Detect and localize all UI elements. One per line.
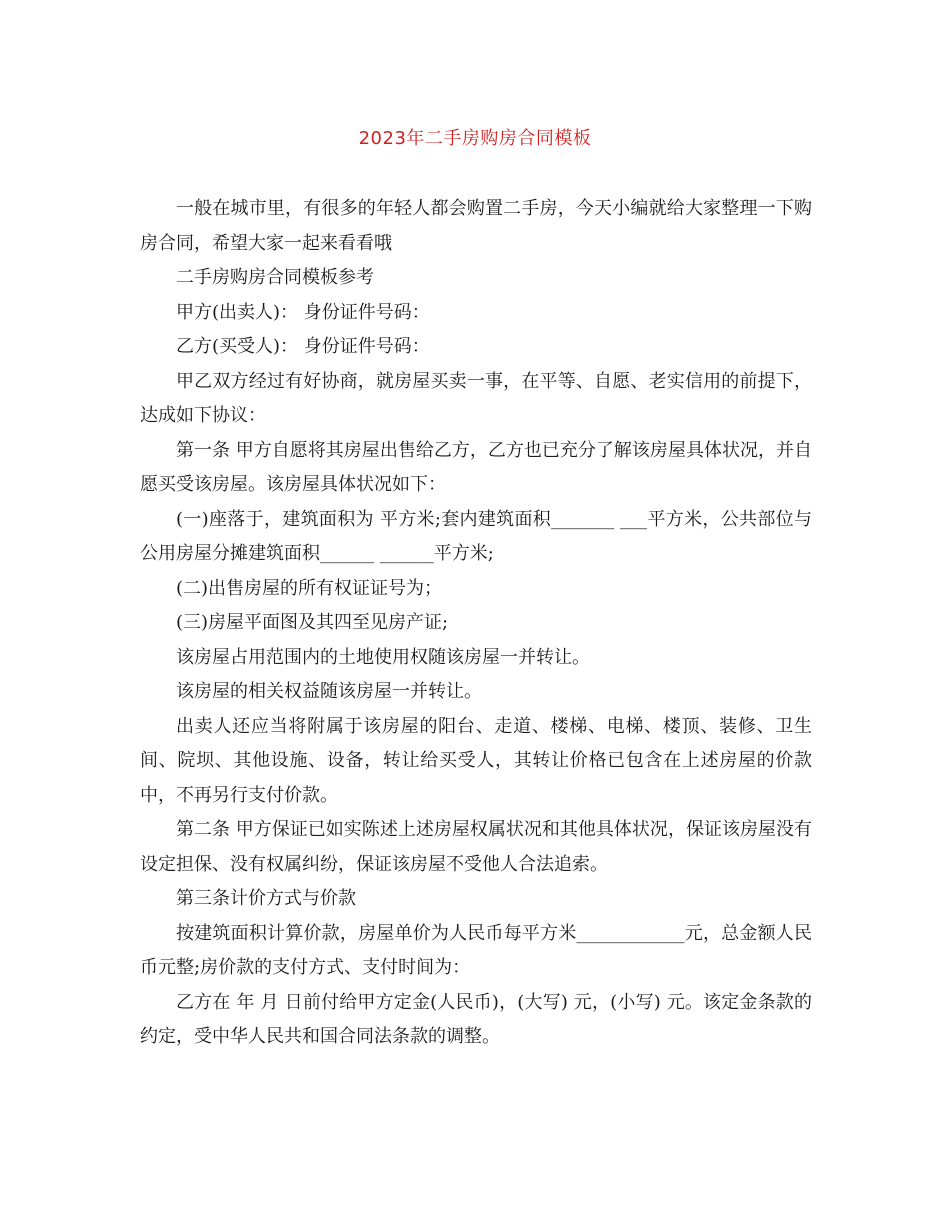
- party-a-line: 甲方(出卖人)： 身份证件号码：: [176, 301, 430, 323]
- intro-paragraph: 一般在城市里，有很多的年轻人都会购置二手房，今天小编就给大家整理一下购房合同，希望大家一起来看看哦: [140, 198, 812, 254]
- document-body: [140, 192, 812, 1055]
- article-3-heading: 第三条计价方式与价款: [176, 888, 356, 909]
- party-b-line: 乙方(买受人)： 身份证件号码：: [176, 336, 430, 357]
- agreement-preamble: 甲乙双方经过有好协商，就房屋买卖一事，在平等、自愿、老实信用的前提下，达成如下协议：: [140, 370, 812, 426]
- article-2: 第二条 甲方保证已如实陈述上述房屋权属状况和其他具体状况，保证该房屋没有设定担保、没有权属纠纷，保证该房屋不受他人合法追索。: [140, 819, 812, 875]
- article-1-item-1: (一)座落于，建筑面积为 平方米;套内建筑面积_______ ___平方米，公共部位与公用房屋分摊建筑面积______ ______平方米;: [140, 508, 812, 564]
- article-1-item-3: (三)房屋平面图及其四至见房产证;: [176, 612, 449, 633]
- section-heading: 二手房购房合同模板参考: [176, 267, 374, 288]
- fixtures-clause: 出卖人还应当将附属于该房屋的阳台、走道、楼梯、电梯、楼顶、装修、卫生间、院坝、其他设施、设备，转让给买受人，其转让价格已包含在上述房屋的价款中，不再另行支付价款。: [140, 715, 812, 806]
- article-1: 第一条 甲方自愿将其房屋出售给乙方，乙方也已充分了解该房屋具体状况，并自愿买受该房屋。该房屋具体状况如下：: [140, 439, 812, 495]
- deposit-clause: 乙方在 年 月 日前付给甲方定金(人民币)，(大写) 元，(小写) 元。该定金条款的约定，受中华人民共和国合同法条款的调整。: [140, 991, 812, 1047]
- document-title: 2023年二手房购房合同模板: [358, 128, 592, 149]
- price-clause: 按建筑面积计算价款，房屋单价为人民币每平方米____________元，总金额人民币元整;房价款的支付方式、支付时间为：: [140, 922, 812, 978]
- land-use-clause: 该房屋占用范围内的土地使用权随该房屋一并转让。: [176, 646, 590, 668]
- article-1-item-2: (二)出售房屋的所有权证证号为；: [176, 577, 443, 599]
- rights-clause: 该房屋的相关权益随该房屋一并转让。: [176, 681, 482, 702]
